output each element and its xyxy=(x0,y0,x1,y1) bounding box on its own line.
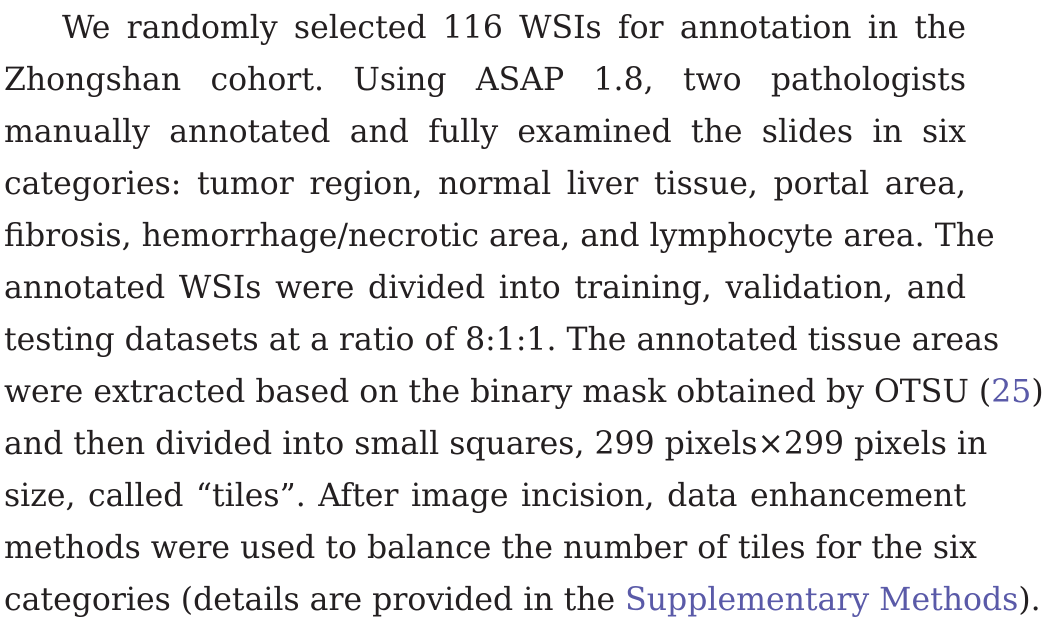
paragraph-line: manually annotated and fully examined the slides in six xyxy=(4,114,966,150)
paragraph-line: fibrosis, hemorrhage/necrotic area, and lymphocyte area. The xyxy=(4,218,995,254)
line-text: were extracted based on the binary mask obtained by OTSU ( xyxy=(4,374,992,410)
paragraph-line xyxy=(4,574,1041,626)
paragraph-line: methods were used to balance the number of tiles for the six xyxy=(4,530,977,566)
paragraph-line: testing datasets at a ratio of 8:1:1. The annotated tissue areas xyxy=(4,322,1000,358)
paragraph-line: and then divided into small squares, 299 pixels×299 pixels in xyxy=(4,426,988,462)
paragraph-line: categories: tumor region, normal liver tissue, portal area, xyxy=(4,166,966,202)
reference-link-25[interactable]: 25 xyxy=(991,374,1032,410)
line-text: categories (details are provided in the xyxy=(4,582,626,618)
paragraph-line xyxy=(4,366,1044,418)
paragraph-line: annotated WSIs were divided into training, validation, and xyxy=(4,270,966,306)
supplementary-methods-link[interactable]: Supplementary Methods xyxy=(625,582,1019,618)
paragraph-line: Zhongshan cohort. Using ASAP 1.8, two pathologists xyxy=(4,62,966,98)
line-text: ) xyxy=(1031,374,1044,410)
line-text: ). xyxy=(1018,582,1041,618)
paragraph-line: We randomly selected 116 WSIs for annotation in the xyxy=(62,10,966,46)
paragraph-line: size, called “tiles”. After image incision, data enhancement xyxy=(4,478,966,514)
methods-paragraph xyxy=(4,2,1044,626)
